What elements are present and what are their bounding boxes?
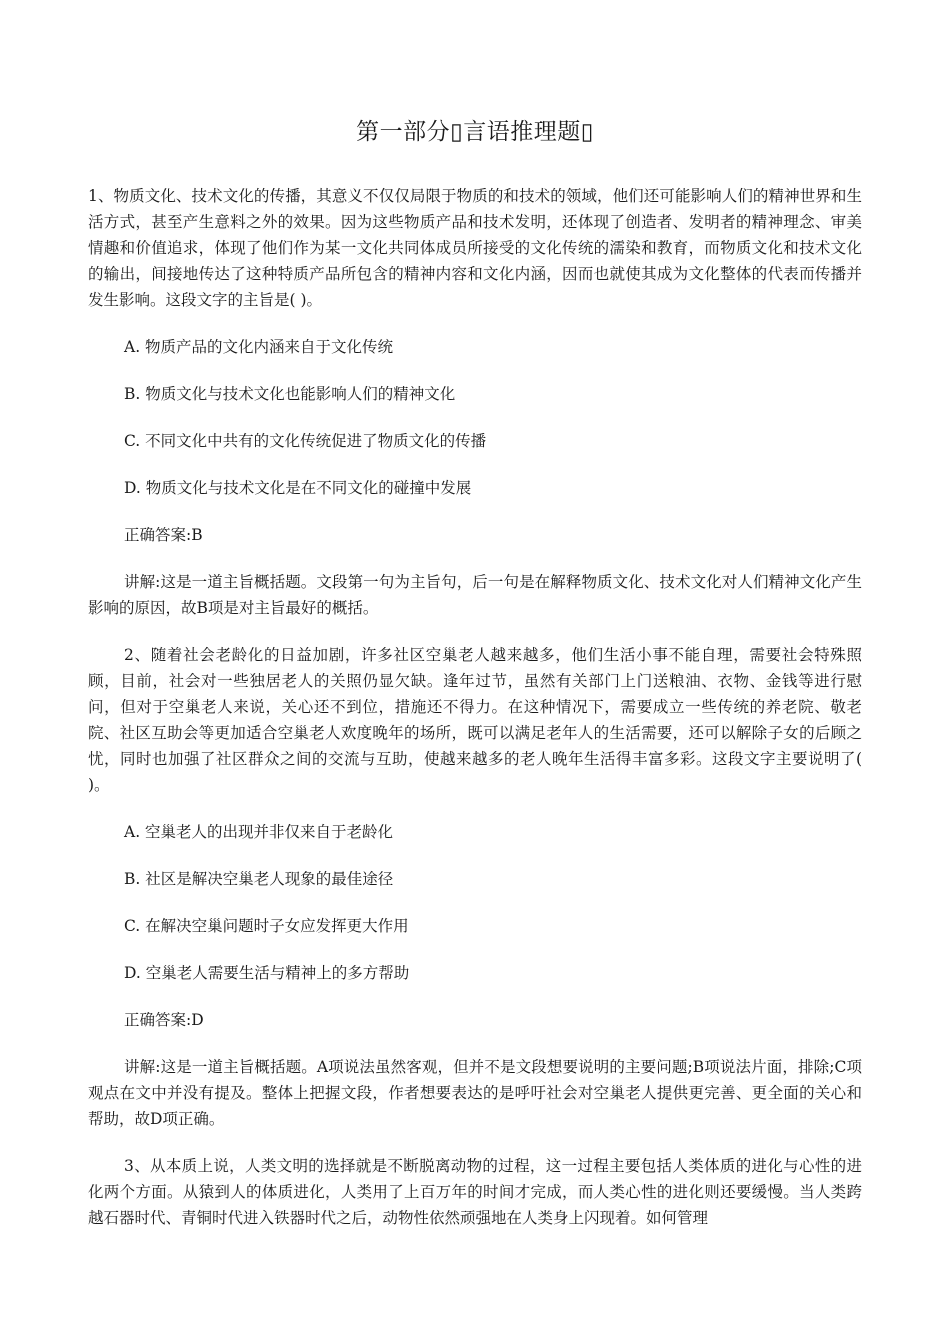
question-2-option-c: C. 在解决空巢问题时子女应发挥更大作用 <box>124 917 409 935</box>
question-1-option-d: D. 物质文化与技术文化是在不同文化的碰撞中发展 <box>124 479 472 497</box>
question-2-explanation: 讲解:这是一道主旨概括题。A项说法虽然客观，但并不是文段想要说明的主要问题;B项说法片面，排除;C项观点在文中并没有提及。整体上把握文段，作者想要表达的是呼吁社会对空巢老人提供更完善、更全面的关心和帮助，故D项正确。 <box>88 1058 862 1128</box>
page-title: 第一部分▯言语推理题▯ <box>356 119 594 145</box>
question-2-stem: 2、随着社会老龄化的日益加剧，许多社区空巢老人越来越多，他们生活小事不能自理，需要社会特殊照顾，目前，社会对一些独居老人的关照仍显欠缺。逢年过节，虽然有关部门上门送粮油、衣物、金钱等进行慰问，但对于空巢老人来说，关心还不到位，措施还不得力。在这种情况下，需要成立一些传统的养老院、敬老院、社区互助会等更加适合空巢老人欢度晚年的场所，既可以满足老年人的生活需要，还可以解除子女的后顾之忧，同时也加强了社区群众之间的交流与互助，使越来越多的老人晚年生活得丰富多彩。这段文字主要说明了( )。 <box>88 646 862 794</box>
question-2-option-b: B. 社区是解决空巢老人现象的最佳途径 <box>124 870 394 888</box>
question-1-stem: 1、物质文化、技术文化的传播，其意义不仅仅局限于物质的和技术的领域，他们还可能影响人们的精神世界和生活方式，甚至产生意料之外的效果。因为这些物质产品和技术发明，还体现了创造者、发明者的精神理念、审美情趣和价值追求，体现了他们作为某一文化共同体成员所接受的文化传统的濡染和教育，而物质文化和技术文化的输出，间接地传达了这种特质产品所包含的精神内容和文化内涵，因而也就使其成为文化整体的代表而传播并发生影响。这段文字的主旨是( )。 <box>88 187 862 309</box>
question-1-explanation: 讲解:这是一道主旨概括题。文段第一句为主旨句，后一句是在解释物质文化、技术文化对人们精神文化产生影响的原因，故B项是对主旨最好的概括。 <box>88 573 862 617</box>
question-2-answer: 正确答案:D <box>124 1011 204 1029</box>
question-1-option-b: B. 物质文化与技术文化也能影响人们的精神文化 <box>124 385 456 403</box>
question-1-answer: 正确答案:B <box>124 526 203 544</box>
question-1-option-c: C. 不同文化中共有的文化传统促进了物质文化的传播 <box>124 432 487 450</box>
question-1-option-a: A. 物质产品的文化内涵来自于文化传统 <box>124 338 394 356</box>
document-body <box>88 183 862 1231</box>
question-2-option-a: A. 空巢老人的出现并非仅来自于老龄化 <box>124 823 394 841</box>
question-2-option-d: D. 空巢老人需要生活与精神上的多方帮助 <box>124 964 410 982</box>
question-3-stem: 3、从本质上说，人类文明的选择就是不断脱离动物的过程，这一过程主要包括人类体质的进化与心性的进化两个方面。从猿到人的体质进化，人类用了上百万年的时间才完成，而人类心性的进化则还要缓慢。当人类跨越石器时代、青铜时代进入铁器时代之后，动物性依然顽强地在人类身上闪现着。如何管理 <box>88 1157 862 1227</box>
